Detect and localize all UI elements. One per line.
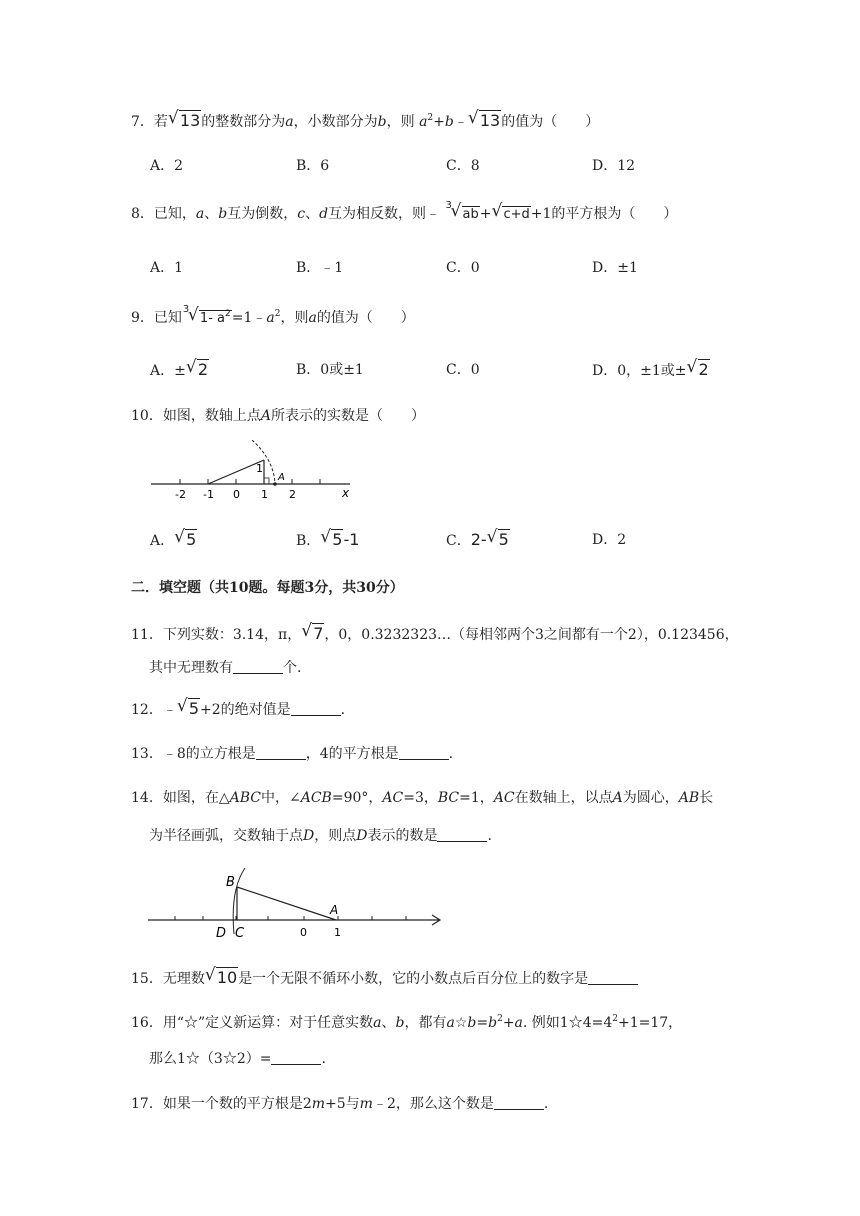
q14-variable: ACB: [300, 790, 332, 806]
q9-text: ，则: [280, 310, 309, 326]
q14-variable: AC: [493, 790, 515, 806]
tick-label-0: 0: [300, 926, 307, 939]
q16-text: 用“☆”定义新运算：对于任意实数: [162, 1015, 374, 1031]
q16-text: +1=17，: [618, 1015, 683, 1031]
q7-option-d: D．12: [592, 158, 636, 174]
answer-blank[interactable]: [399, 745, 449, 760]
sqrt-symbol: √ 5: [174, 527, 197, 549]
q16-expr-a: a: [514, 1015, 523, 1031]
q8-option-c: C．0: [446, 260, 480, 276]
q16-stem-line2: [149, 1049, 326, 1069]
q13-text: ，4的平方根是: [305, 746, 399, 762]
q7-option-c: C．8: [446, 158, 480, 174]
q12-tail: .: [340, 702, 346, 718]
q17-var-m: m: [359, 1096, 373, 1112]
q9-root-index: 3: [182, 304, 190, 315]
sqrt-symbol: √ 13: [467, 108, 501, 130]
q14-text: 表示的数是: [367, 828, 438, 844]
q9-option-d-label: D．0，±1或±: [592, 363, 687, 379]
leg-label-one: 1: [256, 462, 263, 475]
section-heading: 二．填空题（共10题。每题3分，共30分）: [131, 580, 404, 596]
q17-tail: .: [543, 1096, 549, 1112]
sqrt-symbol: √ 5: [320, 527, 343, 549]
q7-text: ，则: [386, 114, 415, 130]
q9-option-b: B．0或±1: [296, 362, 364, 378]
q16-exponent: 2: [497, 1014, 503, 1024]
q12-text: +2的绝对值是: [200, 702, 291, 718]
q13-stem: [131, 744, 453, 764]
q16-text: . 例如1☆4=4: [522, 1015, 613, 1031]
q14-tail: .: [487, 828, 492, 844]
sqrt-symbol: √ 5: [486, 527, 509, 549]
q8-number: 8．: [131, 206, 154, 222]
q7-tail: 的值为（ ）: [501, 114, 600, 130]
q8-plus: +: [479, 206, 492, 222]
q8-plus-one: +1: [530, 206, 552, 222]
q8-radicand-1: ab: [462, 207, 479, 222]
q14-variable: A: [612, 790, 623, 806]
q7-expr-a: a: [419, 114, 428, 130]
q16-var-a: a: [373, 1015, 382, 1031]
q7-stem: [131, 108, 600, 132]
q14-text-segment: 为圆心，: [622, 790, 679, 806]
q10-option-a: [150, 527, 197, 551]
q10-text: 所表示的实数是（ ）: [270, 408, 425, 424]
q17-text: +5与: [325, 1096, 360, 1112]
q14-variable: AB: [678, 790, 700, 806]
q8-option-d: D．±1: [592, 260, 638, 276]
q13-number: 13．: [131, 746, 163, 762]
q7-text: 的整数部分为: [201, 114, 286, 130]
q8-option-b: B．﹣1: [296, 260, 344, 276]
sqrt-symbol: √ 2: [185, 357, 209, 379]
q12-number: 12．: [131, 702, 163, 718]
answer-blank[interactable]: [233, 659, 283, 674]
q10-stem: [131, 406, 425, 426]
q7-text: 若: [153, 114, 168, 130]
answer-blank[interactable]: [494, 1095, 544, 1110]
q11-stem-line2: [149, 658, 301, 678]
sqrt-symbol: √ 2: [686, 357, 709, 379]
q17-number: 17．: [131, 1096, 163, 1112]
q11-radicand: 7: [313, 624, 324, 643]
q9-option-c: C．0: [446, 362, 480, 378]
q9-option-d-radicand: 2: [698, 360, 709, 379]
q15-stem: [131, 965, 638, 989]
q9-radicand: 1- a: [199, 311, 225, 326]
axis-label-x: x: [342, 486, 350, 500]
q8-var-c: c: [297, 206, 306, 222]
q16-star: ☆: [454, 1015, 468, 1031]
answer-blank[interactable]: [256, 745, 306, 760]
sqrt-symbol: √ 7: [301, 621, 324, 643]
q17-stem: [131, 1094, 548, 1114]
q16-expr-b: b: [488, 1015, 498, 1031]
q11-number: 11．: [131, 627, 163, 643]
q8-stem: [131, 200, 678, 225]
tick-label: 1: [261, 488, 268, 501]
q16-tail: .: [321, 1051, 326, 1067]
q7-var-b: b: [377, 114, 387, 130]
q14-variable: AC: [382, 790, 404, 806]
tick-label: -2: [175, 488, 186, 501]
q9-radicand-exponent: 2: [224, 309, 231, 319]
q14-number: 14．: [131, 790, 163, 806]
q16-plus: +: [502, 1015, 515, 1031]
q9-var-a: a: [266, 310, 275, 326]
q9-var-a: a: [308, 310, 317, 326]
q12-text: ﹣: [162, 702, 177, 718]
q7-minus: ﹣: [453, 114, 468, 130]
q8-var-d: d: [319, 206, 329, 222]
q15-text: 是一个无限不循环小数，它的小数点后百分位上的数字是: [238, 971, 589, 987]
q11-text: ，0，0.3232323…（每相邻两个3之间都有一个2），0.123456，: [324, 627, 739, 643]
arc: [233, 868, 245, 934]
point-label-d: D: [216, 926, 227, 941]
q14-triangle-figure: [148, 862, 448, 942]
q7-option-a: A．2: [150, 158, 184, 174]
q16-text: ，都有: [404, 1015, 447, 1031]
answer-blank[interactable]: [588, 970, 638, 985]
q13-text: ﹣8的立方根是: [162, 746, 256, 762]
q7-option-b: B．6: [296, 158, 330, 174]
q16-stem-line1: [131, 1013, 682, 1033]
q7-radicand-2: 13: [479, 111, 501, 130]
q8-root-index: 3: [445, 200, 452, 211]
q9-text: 已知: [153, 310, 182, 326]
q8-text: 互为倒数，: [227, 206, 298, 222]
q8-radicand-2: c+d: [503, 207, 530, 222]
point-label-a: A: [278, 472, 285, 483]
q16-exponent: 2: [612, 1014, 618, 1024]
q14-text-segment: 如图，在△: [162, 790, 230, 806]
answer-blank[interactable]: [271, 1050, 321, 1065]
tick-label: -1: [203, 488, 214, 501]
q16-text: 那么1☆（3☆2）=: [149, 1051, 272, 1067]
point-label-a: A: [330, 903, 339, 917]
q14-var-d: D: [303, 828, 315, 844]
q9-text: =1﹣: [231, 310, 267, 326]
triangle-side-ab: [237, 887, 339, 920]
sqrt-symbol: √ 13: [167, 108, 201, 130]
q8-text: 已知，: [153, 206, 196, 222]
answer-blank[interactable]: [437, 827, 487, 842]
q10-var-a: A: [260, 408, 271, 424]
q14-text-segment: 在数轴上，以点: [514, 790, 613, 806]
q17-text: ﹣2，那么这个数是: [372, 1096, 494, 1112]
q10-option-c-prefix: 2-: [470, 530, 487, 549]
tick-label-1: 1: [334, 926, 341, 939]
q16-var-b: b: [395, 1015, 405, 1031]
q15-text: 无理数: [162, 971, 205, 987]
q9-tail: 的值为（ ）: [316, 310, 415, 326]
q17-text: 如果一个数的平方根是2: [162, 1096, 312, 1112]
q8-text: 、: [305, 206, 320, 222]
q12-radicand: 5: [188, 699, 200, 718]
q7-var-a: a: [285, 114, 294, 130]
point-label-b: B: [226, 875, 235, 890]
q10-option-a-radicand: 5: [186, 530, 197, 549]
q14-variable: ABC: [229, 790, 261, 806]
q16-eq: =: [476, 1015, 489, 1031]
q10-option-d: D．2: [592, 532, 627, 548]
point-a-dot: [273, 482, 277, 486]
q11-text: 其中无理数有: [149, 660, 233, 676]
q14-stem-line1: [131, 788, 713, 808]
q8-text: 互为相反数，则﹣: [328, 206, 441, 222]
q9-stem: [131, 304, 415, 329]
q10-option-b-radicand: 5: [332, 530, 343, 549]
q9-option-a-label: A．±: [150, 363, 186, 379]
q16-expr-b: b: [467, 1015, 477, 1031]
q7-text: ，小数部分为: [293, 114, 378, 130]
q8-var-a: a: [195, 206, 205, 222]
q9-option-d: [592, 357, 710, 381]
cube-root-symbol: 3 √ ab: [451, 204, 480, 225]
q14-text-segment: =3，: [403, 790, 438, 806]
q14-text: [163, 790, 713, 806]
q10-option-c-label: C．: [446, 533, 471, 549]
q9-number: 9．: [131, 310, 154, 326]
q8-var-b: b: [218, 206, 228, 222]
q10-option-a-label: A．: [150, 533, 175, 549]
q10-number-line-figure: [145, 440, 365, 508]
q14-text: ，则点: [314, 828, 357, 844]
q14-text-segment: 长: [699, 790, 714, 806]
q17-var-m: m: [311, 1096, 326, 1112]
q14-text-segment: 中，∠: [260, 790, 301, 806]
q8-tail: 的平方根为（ ）: [551, 206, 678, 222]
q10-option-c-radicand: 5: [498, 530, 509, 549]
q9-option-a: [150, 357, 209, 381]
q8-text: 、: [204, 206, 219, 222]
sqrt-symbol: √ c+d: [491, 201, 530, 222]
tick-label: 0: [233, 488, 240, 501]
q11-text: 个.: [283, 660, 302, 676]
q9-option-a-radicand: 2: [197, 360, 209, 379]
q7-plus: +: [433, 114, 445, 130]
q11-stem-line1: [131, 621, 739, 645]
q16-expr-a: a: [446, 1015, 455, 1031]
tick-label: 2: [289, 488, 296, 501]
q10-option-b: [296, 527, 360, 551]
cube-root-symbol: 3 √ 1- $a^2$: [188, 308, 232, 329]
q7-number: 7．: [131, 114, 154, 130]
q14-variable: BC: [437, 790, 460, 806]
q14-stem-line2: [149, 826, 492, 846]
q10-option-c: [446, 527, 510, 551]
q14-var-d: D: [356, 828, 368, 844]
q14-text-segment: =1，: [459, 790, 494, 806]
q10-text: 如图，数轴上点: [162, 408, 261, 424]
q13-tail: .: [448, 746, 454, 762]
q9-exponent: 2: [274, 309, 281, 319]
q10-option-b-tail: -1: [343, 530, 360, 549]
q16-number: 16．: [131, 1015, 163, 1031]
q7-exponent: 2: [427, 113, 434, 123]
q11-text: 下列实数：3.14，π，: [162, 627, 302, 643]
q7-radicand-1: 13: [179, 111, 201, 130]
q12-stem: [131, 696, 346, 720]
q8-option-a: A．1: [150, 260, 184, 276]
q16-text: 、: [381, 1015, 396, 1031]
q15-radicand: 10: [216, 968, 238, 987]
q15-number: 15．: [131, 971, 163, 987]
q14-text-segment: =90°，: [331, 790, 383, 806]
sqrt-symbol: √ 5: [176, 696, 200, 718]
q10-option-b-label: B．: [296, 533, 321, 549]
q10-number: 10．: [131, 408, 163, 424]
point-label-c: C: [235, 926, 245, 941]
answer-blank[interactable]: [291, 701, 341, 716]
q7-expr-b: b: [444, 114, 454, 130]
q14-text: 为半径画弧，交数轴于点: [149, 828, 303, 844]
sqrt-symbol: √ 10: [204, 965, 238, 987]
right-angle-mark: [264, 478, 269, 484]
